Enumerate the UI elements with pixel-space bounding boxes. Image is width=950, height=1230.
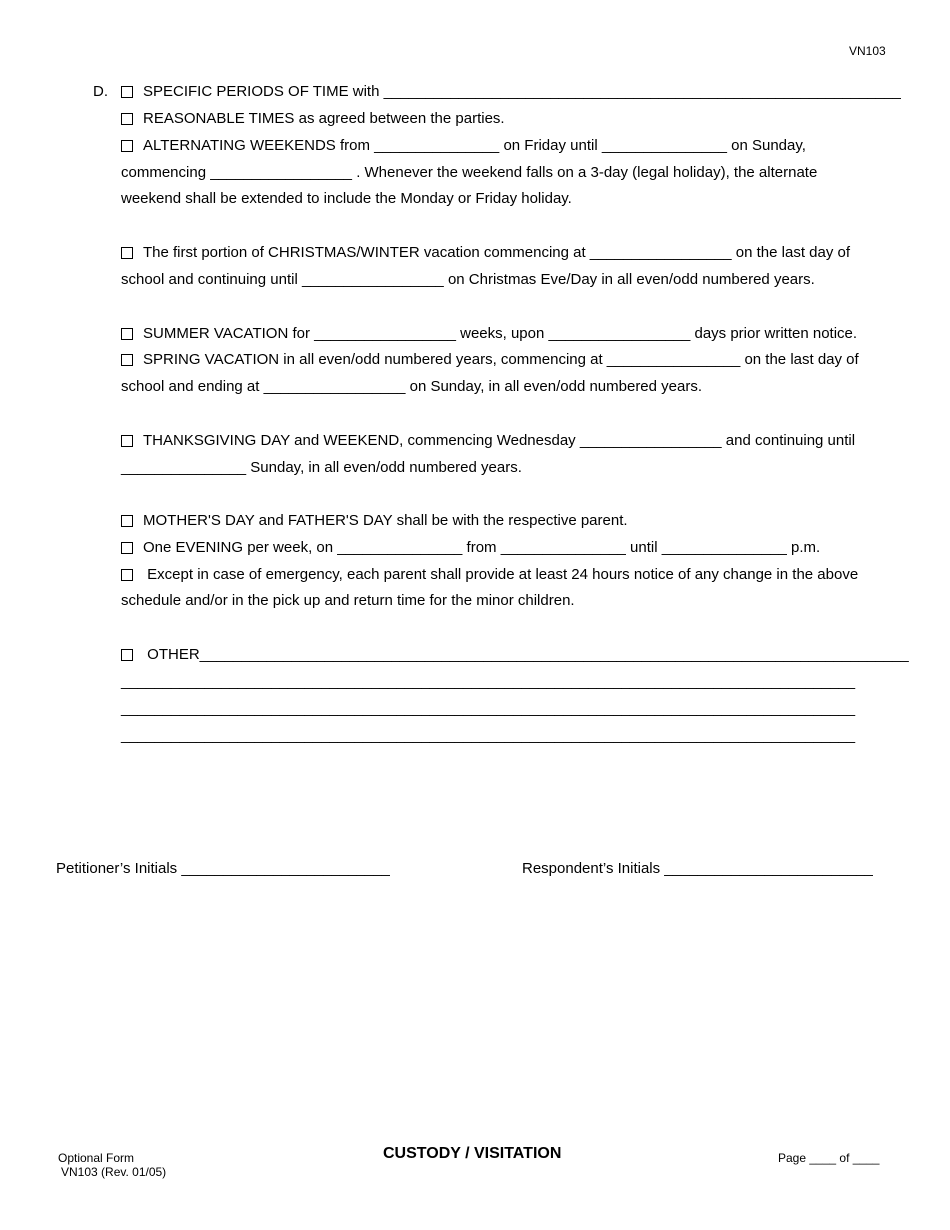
form-title: CUSTODY / VISITATION xyxy=(383,1145,562,1162)
item-text: OTHER_____________________________________________________________________________________ xyxy=(143,646,909,663)
page-number: Page ____ of ____ xyxy=(778,1151,880,1165)
item-text-line: _______________ Sunday, in all even/odd numbered years. xyxy=(121,459,522,476)
item-text: The first portion of CHRISTMAS/WINTER vacation commencing at _________________ on the last day of xyxy=(143,244,851,261)
form-code: VN103 xyxy=(849,44,886,58)
item-specific-periods xyxy=(121,83,901,101)
item-mothers-fathers-day xyxy=(121,512,628,530)
checkbox-emergency-notice[interactable] xyxy=(121,569,133,581)
item-text: SUMMER VACATION for _________________ weeks, upon _________________ days prior written notice. xyxy=(143,325,858,342)
item-text: SPECIFIC PERIODS OF TIME with ______________________________________________________________ xyxy=(143,83,901,100)
respondent-initials[interactable]: Respondent’s Initials _________________________ xyxy=(522,860,873,877)
item-evening xyxy=(121,539,820,557)
optional-form-label: Optional Form xyxy=(58,1151,135,1165)
item-text: SPRING VACATION in all even/odd numbered years, commencing at ________________ on the last day of xyxy=(143,351,859,368)
item-thanksgiving xyxy=(121,432,855,450)
item-text-line: school and continuing until _________________ on Christmas Eve/Day in all even/odd numbered years. xyxy=(121,271,815,288)
item-other xyxy=(121,646,909,664)
checkbox-evening[interactable] xyxy=(121,542,133,554)
section-letter: D. xyxy=(93,83,108,100)
item-text-line: commencing _________________ . Whenever the weekend falls on a 3-day (legal holiday), the alternate xyxy=(121,164,818,181)
item-text: Except in case of emergency, each parent shall provide at least 24 hours notice of any change in the above xyxy=(143,566,859,583)
petitioner-initials[interactable]: Petitioner’s Initials _________________________ xyxy=(56,860,390,877)
form-revision: VN103 (Rev. 01/05) xyxy=(61,1165,167,1179)
item-text: MOTHER'S DAY and FATHER'S DAY shall be with the respective parent. xyxy=(143,512,628,529)
checkbox-mothers-fathers-day[interactable] xyxy=(121,515,133,527)
item-alternating-weekends xyxy=(121,137,806,155)
checkbox-other[interactable] xyxy=(121,649,133,661)
other-line[interactable]: ________________________________________________________________________________________ xyxy=(121,673,856,690)
item-emergency-notice xyxy=(121,566,858,584)
checkbox-thanksgiving[interactable] xyxy=(121,435,133,447)
item-text: One EVENING per week, on _______________ from _______________ until _______________ p.m. xyxy=(143,539,821,556)
item-text: REASONABLE TIMES as agreed between the parties. xyxy=(143,110,505,127)
item-text-line: school and ending at _________________ on Sunday, in all even/odd numbered years. xyxy=(121,378,703,395)
item-text-line: schedule and/or in the pick up and return time for the minor children. xyxy=(121,592,575,609)
item-reasonable-times xyxy=(121,110,505,128)
checkbox-spring-vacation[interactable] xyxy=(121,354,133,366)
item-text: ALTERNATING WEEKENDS from _______________ on Friday until _______________ on Sunday, xyxy=(143,137,806,154)
other-line[interactable]: ________________________________________________________________________________________ xyxy=(121,700,856,717)
other-line[interactable]: ________________________________________________________________________________________ xyxy=(121,727,856,744)
item-christmas-vacation xyxy=(121,244,850,262)
checkbox-christmas-vacation[interactable] xyxy=(121,247,133,259)
item-text-line: weekend shall be extended to include the Monday or Friday holiday. xyxy=(121,190,572,207)
checkbox-specific-periods[interactable] xyxy=(121,86,133,98)
checkbox-alternating-weekends[interactable] xyxy=(121,140,133,152)
checkbox-reasonable-times[interactable] xyxy=(121,113,133,125)
item-summer-vacation xyxy=(121,325,857,343)
item-text: THANKSGIVING DAY and WEEKEND, commencing Wednesday _________________ and continuing until xyxy=(143,432,856,449)
checkbox-summer-vacation[interactable] xyxy=(121,328,133,340)
item-spring-vacation xyxy=(121,351,859,369)
